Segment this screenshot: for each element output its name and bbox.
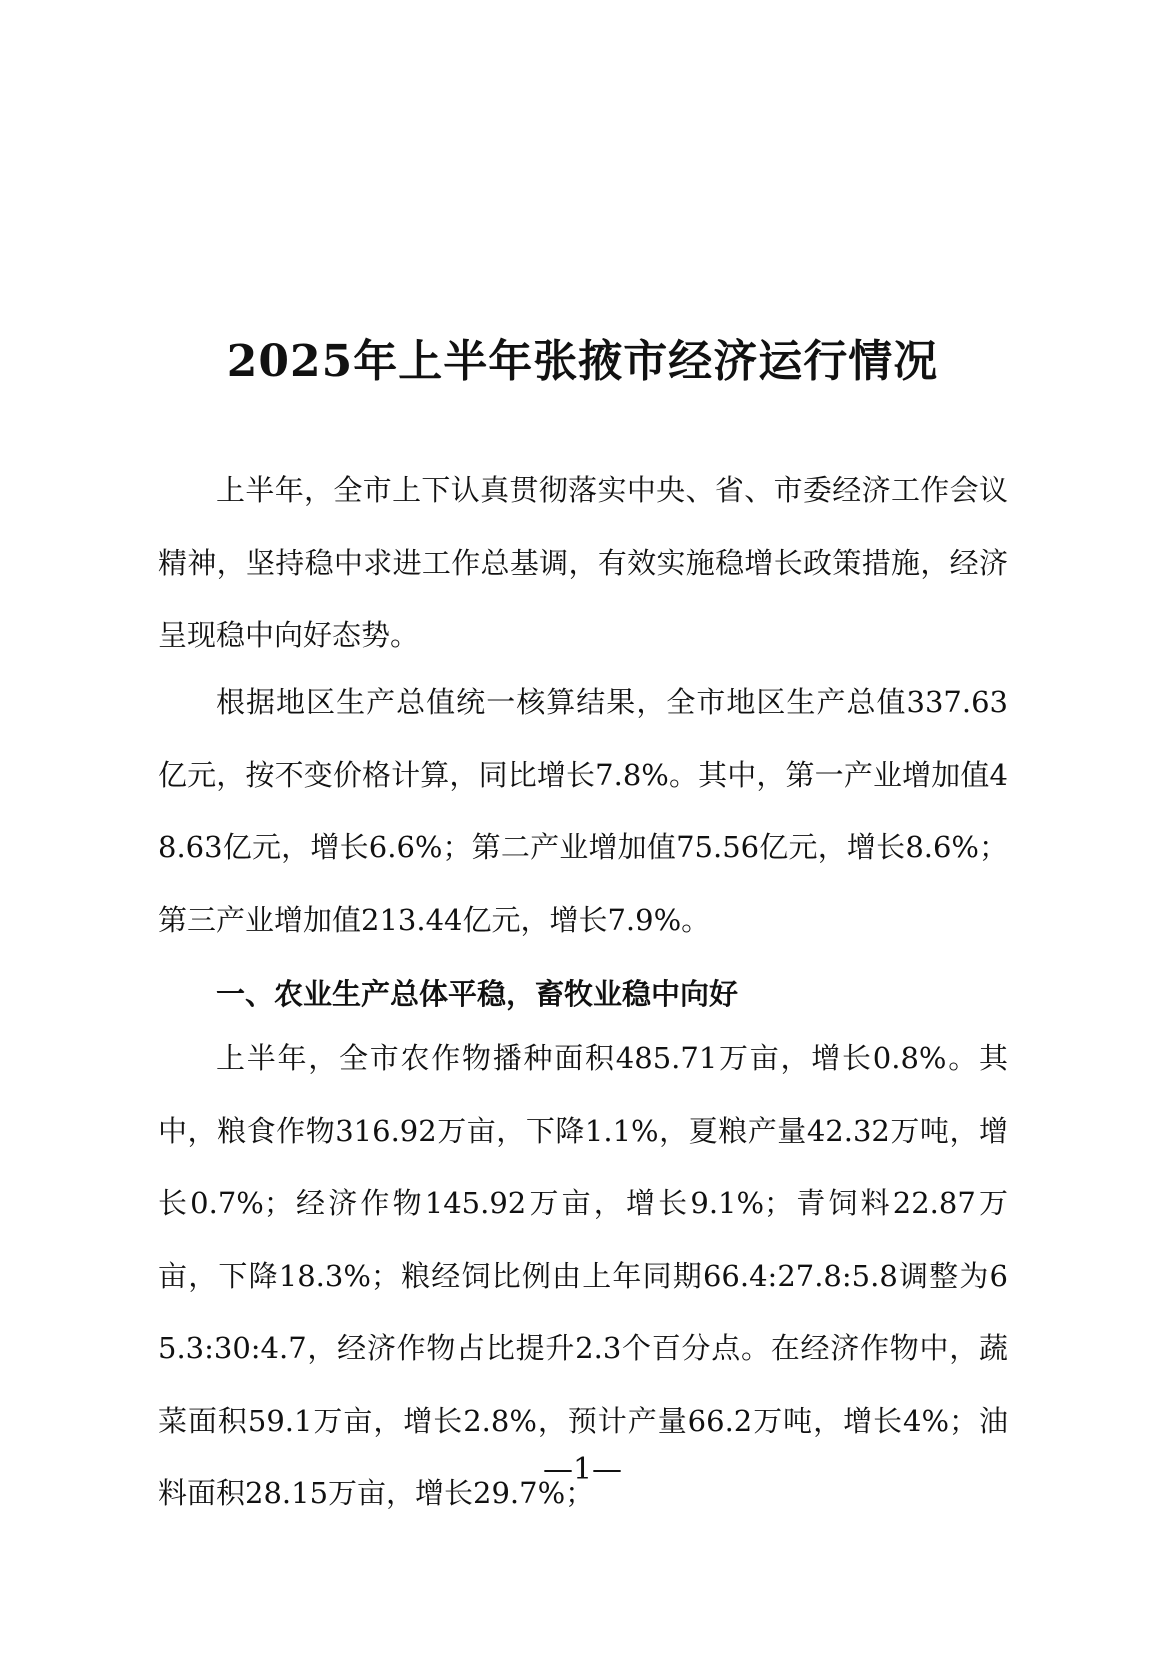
intro-paragraph: 上半年，全市上下认真贯彻落实中央、省、市委经济工作会议精神，坚持稳中求进工作总基调，有效实施稳增长政策措施，经济呈现稳中向好态势。 <box>158 473 1008 652</box>
agriculture-paragraph: 上半年，全市农作物播种面积485.71万亩，增长0.8%。其中，粮食作物316.92万亩，下降1.1%，夏粮产量42.32万吨，增长0.7%；经济作物145.92万亩，增长9.1%；青饲料22.87万亩，下降18.3%；粮经饲比例由上年同期66.4:27.8:5.8调整为65.3:30:4.7，经济作物占比提升2.3个百分点。在经济作物中，蔬菜面积59.1万亩，增长2.8%，预计产量66.2万吨，增长4%；油料面积28.15万亩，增长29.7%； <box>158 1041 1008 1510</box>
gdp-paragraph: 根据地区生产总值统一核算结果，全市地区生产总值337.63亿元，按不变价格计算，同比增长7.8%。其中，第一产业增加值48.63亿元，增长6.6%；第二产业增加值75.56亿元，增长8.6%；第三产业增加值213.44亿元，增长7.9%。 <box>158 685 1008 937</box>
section-heading-agriculture: 一、农业生产总体平稳，畜牧业稳中向好 <box>216 977 739 1011</box>
page-number: —1— <box>542 1452 623 1487</box>
document-title: 2025年上半年张掖市经济运行情况 <box>226 336 939 388</box>
